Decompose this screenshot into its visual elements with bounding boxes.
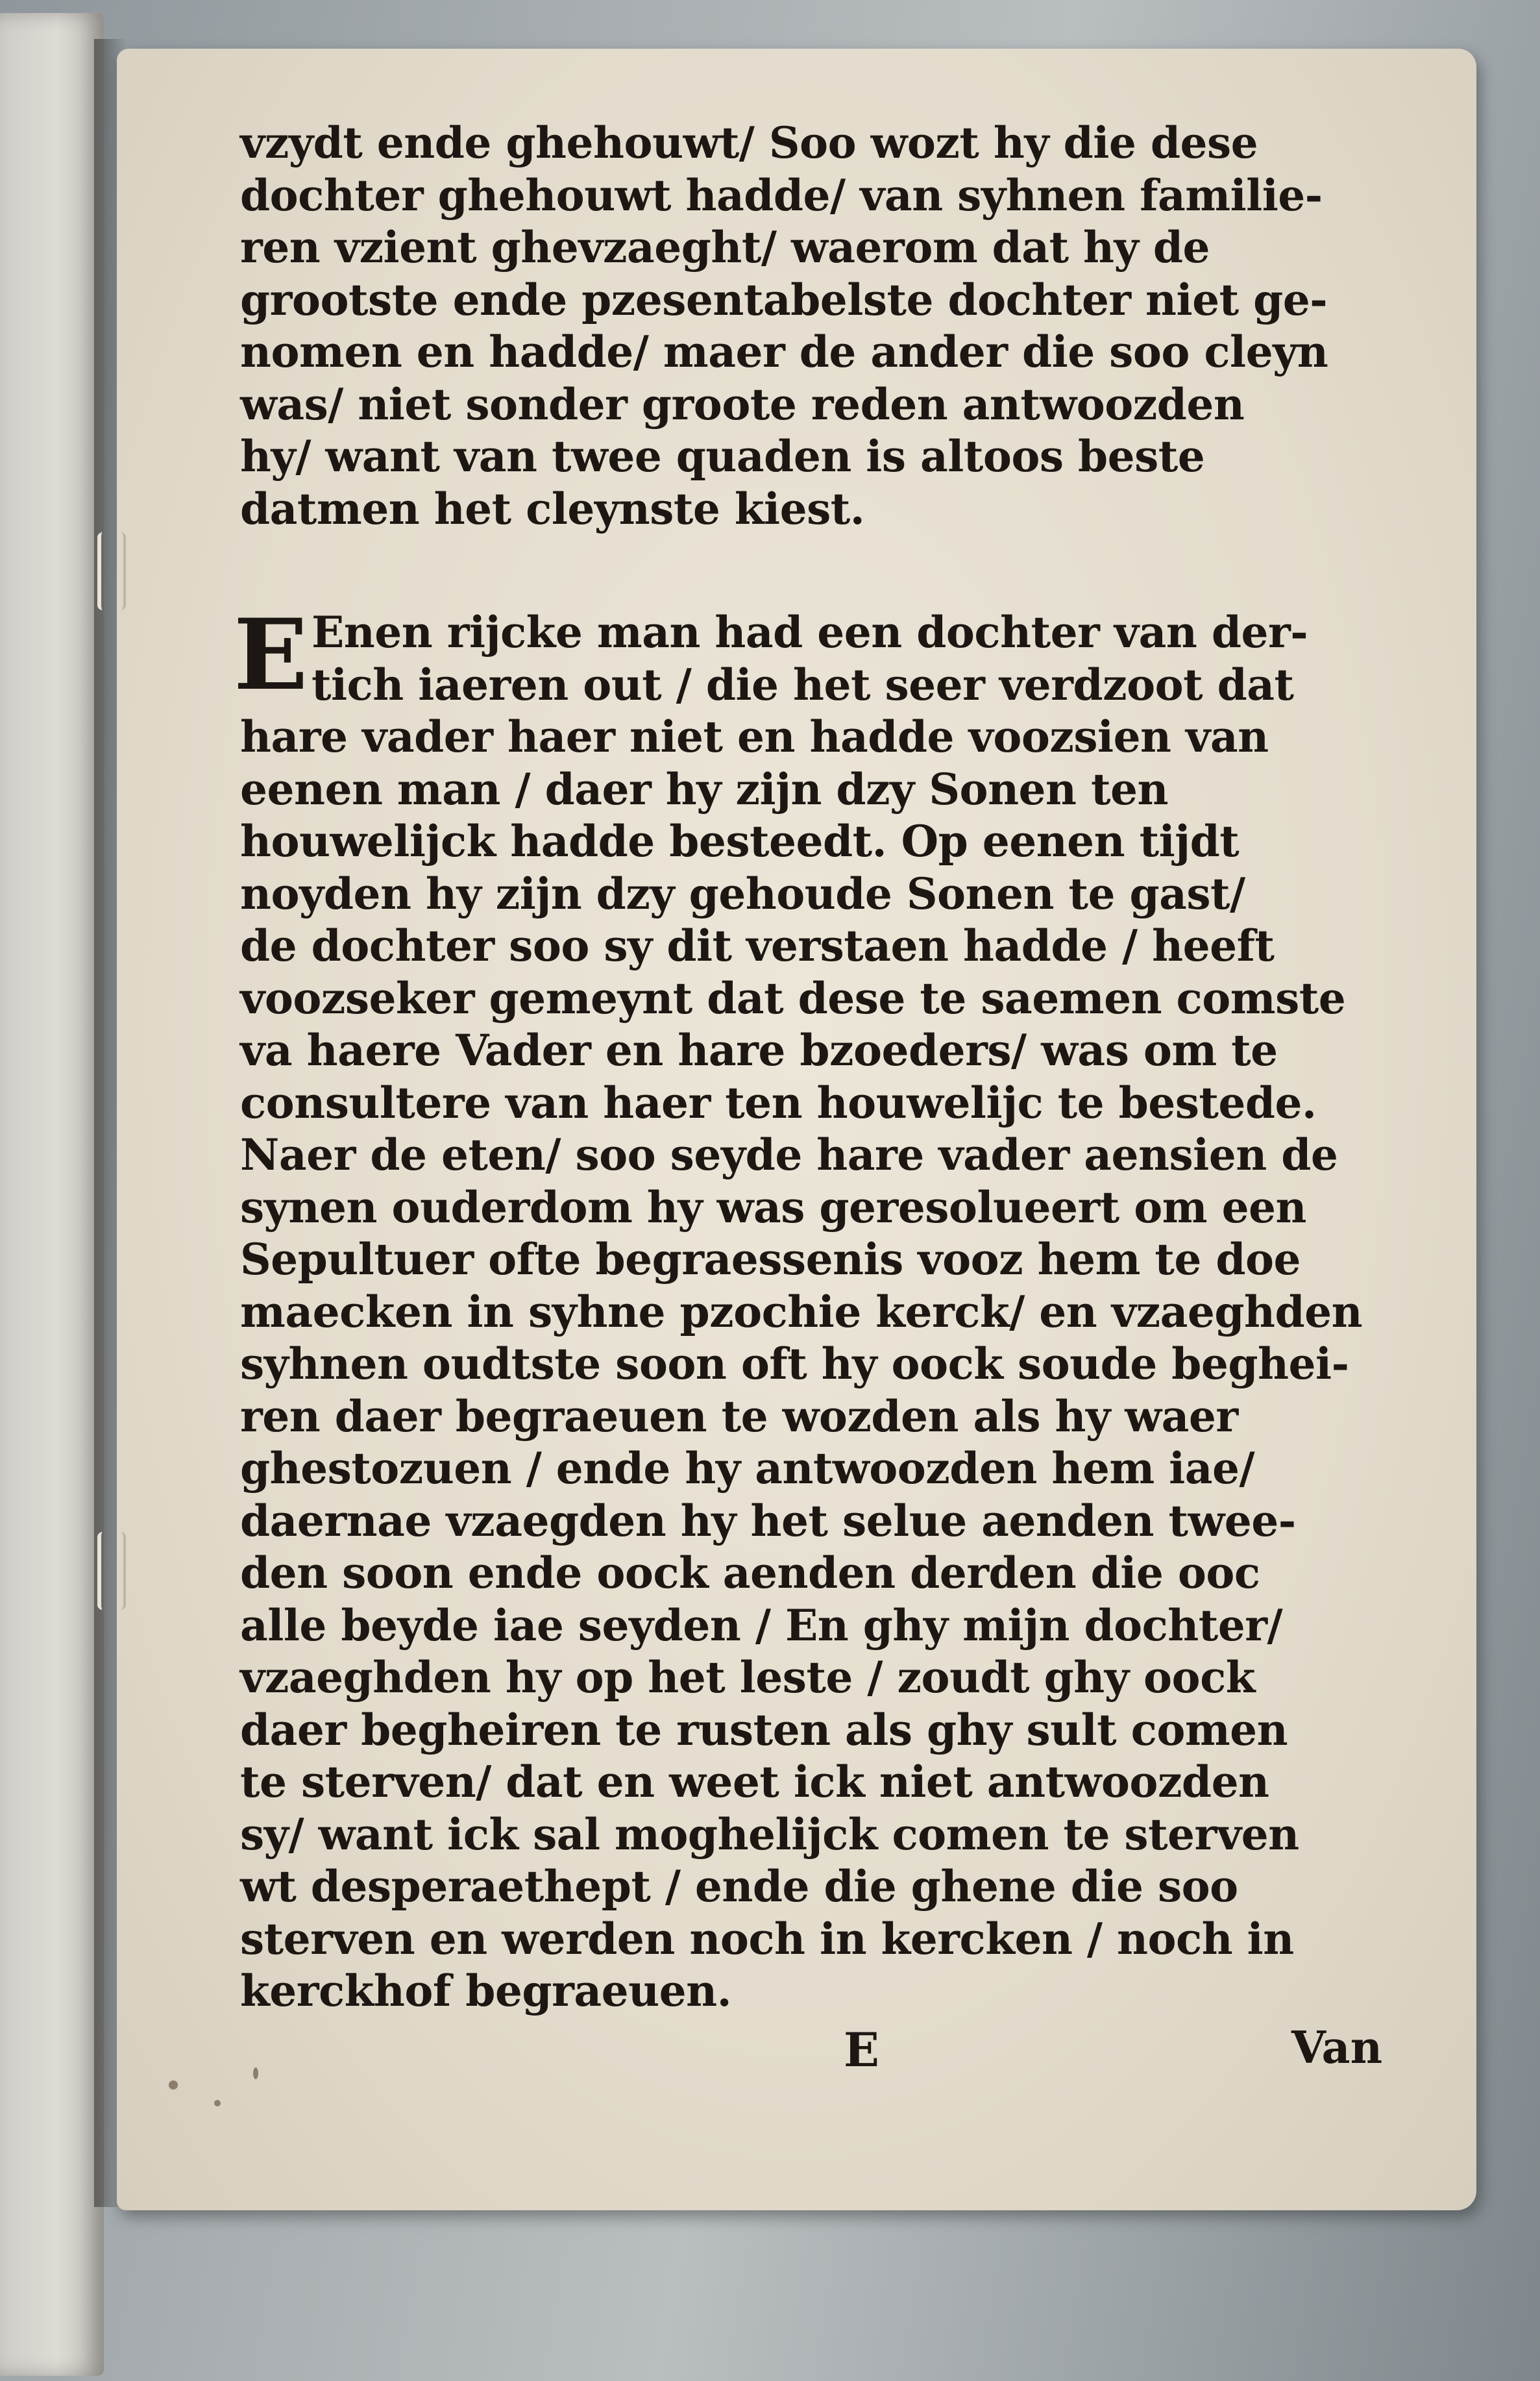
text-line: voozseker gemeynt dat dese te saemen comste <box>240 972 1346 1024</box>
text-line: was/ niet sonder groote reden antwoozden <box>240 378 1245 430</box>
text-line: va haere Vader en hare bzoeders/ was om te <box>240 1025 1278 1076</box>
text-line: kerckhof begraeuen. <box>240 1966 732 2016</box>
catchword: Van <box>1291 2022 1383 2074</box>
text-line: noyden hy zijn dzy gehoude Sonen te gast/ <box>240 868 1245 919</box>
text-line: synen ouderdom hy was geresolueert om een <box>240 1181 1307 1233</box>
text-line: Sepultuer ofte begraessenis vooz hem te doe <box>240 1234 1301 1285</box>
text-line: Naer de eten/ soo seyde hare vader aensien de <box>240 1129 1338 1180</box>
text-line: hare vader haer niet en hadde voozsien van <box>240 711 1269 762</box>
text-line: vzydt ende ghehouwt/ Soo wozt hy die dese <box>240 117 1258 168</box>
text-line: ren vzient ghevzaeght/ waerom dat hy de <box>240 222 1210 273</box>
left-page-edge <box>0 13 104 2376</box>
text-line: consultere van haer ten houwelijc te bestede. <box>240 1077 1317 1128</box>
paragraph-2-lines <box>240 659 1382 2017</box>
text-line: grootste ende pzesentabelste dochter niet ge- <box>240 274 1328 325</box>
text-line: te sterven/ dat en weet ick niet antwoozden <box>240 1757 1269 1807</box>
text-line: sterven en werden noch in kercken / noch in <box>240 1913 1294 1964</box>
signature-mark: E <box>844 2022 879 2077</box>
text-line: tich iaeren out / die het seer verdzoot dat <box>312 659 1294 710</box>
foxing-spot <box>253 2067 258 2079</box>
text-line: datmen het cleynste kiest. <box>240 483 865 534</box>
text-line: hy/ want van twee quaden is altoos beste <box>240 431 1205 482</box>
text-line: daer begheiren te rusten als ghy sult comen <box>240 1704 1288 1755</box>
text-line: syhnen oudtste soon oft hy oock soude beghei- <box>240 1339 1349 1389</box>
paragraph-1 <box>240 117 1382 535</box>
text-line: eenen man / daer hy zijn dzy Sonen ten <box>240 763 1168 815</box>
drop-cap-initial: E <box>234 598 308 712</box>
text-line: wt desperaethept / ende die ghene die soo <box>240 1861 1238 1912</box>
text-line: houwelijck hadde besteedt. Op eenen tijdt <box>240 816 1240 867</box>
text-line: nomen en hadde/ maer de ander die soo cleyn <box>240 327 1328 377</box>
text-line: ren daer begraeuen te wozden als hy waer <box>240 1390 1238 1442</box>
text-line: vzaeghden hy op het leste / zoudt ghy oock <box>240 1652 1255 1703</box>
text-line: ghestozuen / ende hy antwoozden hem iae/ <box>240 1443 1255 1494</box>
foxing-spot <box>214 2100 221 2106</box>
text-line: den soon ende oock aenden derden die ooc <box>240 1548 1260 1598</box>
binding-stitch <box>97 532 126 610</box>
paragraph-gap <box>240 535 1382 606</box>
paragraph-2-first-line-text: Enen rijcke man had een dochter van der- <box>312 607 1308 658</box>
text-line: maecken in syhne pzochie kerck/ en vzaeghden <box>240 1286 1363 1337</box>
page-text <box>234 117 1382 2017</box>
book-page <box>117 49 1476 2210</box>
text-line: sy/ want ick sal moghelijck comen te sterven <box>240 1808 1299 1860</box>
paragraph-2 <box>234 598 1382 2017</box>
text-line: de dochter soo sy dit verstaen hadde / heeft <box>240 920 1275 971</box>
text-line: daernae vzaegden hy het selue aenden twee- <box>240 1495 1296 1546</box>
binding-stitch <box>97 1532 126 1610</box>
text-line: alle beyde iae seyden / En ghy mijn dochter/ <box>240 1599 1283 1651</box>
text-line: dochter ghehouwt hadde/ van syhnen familie- <box>240 169 1323 221</box>
foxing-spot <box>169 2080 178 2090</box>
